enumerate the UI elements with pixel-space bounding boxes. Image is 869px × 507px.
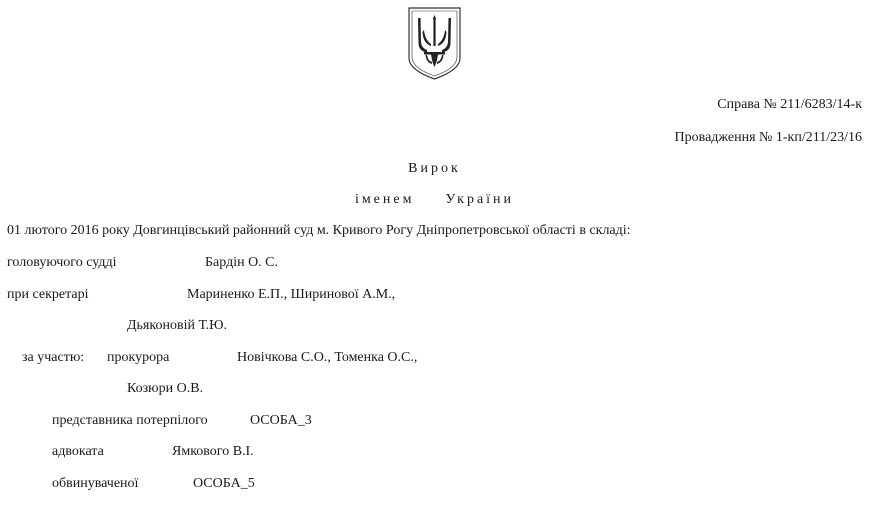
intro-text: 01 лютого 2016 року Довгинцівський районний суд м. Кривого Рогу Дніпропетровської області в складі:	[7, 223, 631, 238]
accused-label: обвинуваченої	[52, 476, 139, 491]
prosecutor-value-2: Козюри О.В.	[127, 381, 204, 396]
participation-label: за участю:	[22, 350, 85, 365]
in-name-word: іменем	[354, 192, 415, 207]
presiding-label: головуючого судді	[7, 255, 117, 270]
lawyer-label: адвоката	[52, 444, 104, 459]
presiding-value: Бардін О. С.	[205, 255, 279, 270]
victim-rep-value: ОСОБА_3	[250, 413, 312, 428]
accused-value: ОСОБА_5	[193, 476, 255, 491]
proceeding-number: Провадження № 1-кп/211/23/16	[674, 130, 862, 145]
verdict-subtitle	[0, 192, 869, 208]
lawyer-value: Ямкового В.І.	[172, 444, 254, 459]
secretary-value-2: Дьяконовій Т.Ю.	[127, 318, 227, 333]
prosecutor-value-1: Новічкова С.О., Томенка О.С.,	[237, 350, 418, 365]
prosecutor-label: прокурора	[107, 350, 170, 365]
victim-rep-label: представника потерпілого	[52, 413, 208, 428]
coat-of-arms-icon	[407, 6, 462, 81]
verdict-title: Вирок	[408, 161, 461, 176]
case-number: Справа № 211/6283/14-к	[717, 97, 862, 112]
country-word: України	[445, 192, 515, 207]
secretary-value-1: Мариненко Е.П., Ширинової А.М.,	[187, 287, 396, 302]
secretary-label: при секретарі	[7, 287, 89, 302]
